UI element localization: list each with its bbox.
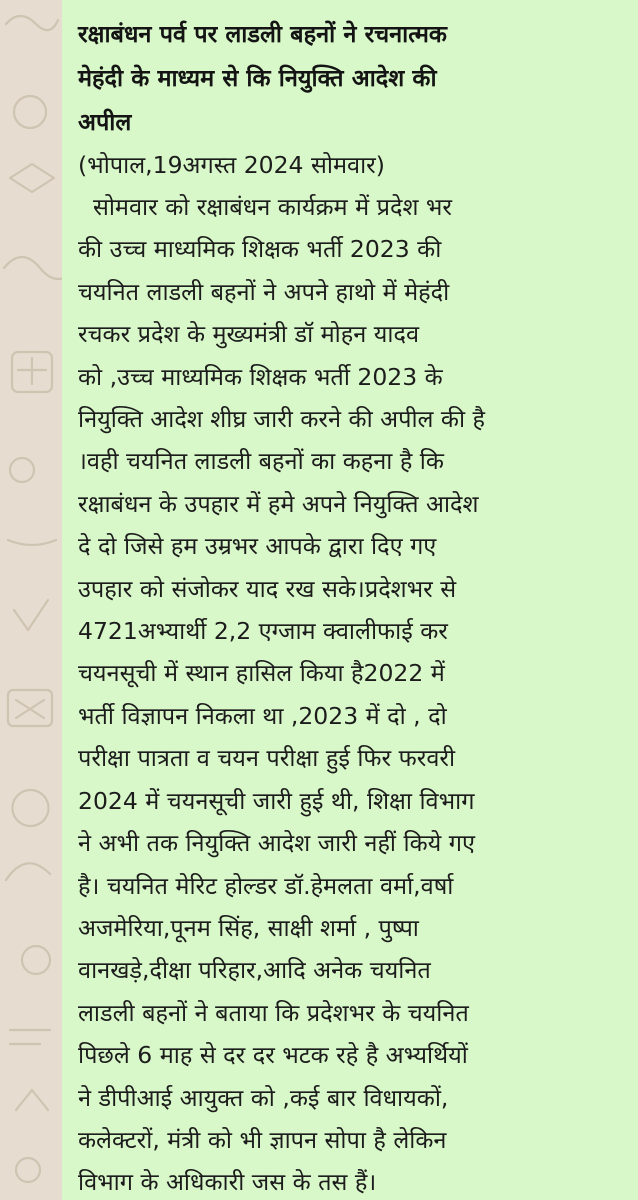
body-line: है। चयनित मेरिट होल्डर डॉ.हेमलता वर्मा,वर्षा (78, 871, 454, 900)
headline-line: अपील (78, 108, 132, 136)
headline-line: रक्षाबंधन पर्व पर लाडली बहनों ने रचनात्मक (78, 20, 447, 48)
body-line: ।वही चयनित लाडली बहनों का कहना है कि (78, 447, 444, 476)
headline-line: मेहंदी के माध्यम से कि नियुक्ति आदेश की (78, 64, 437, 92)
body-line: चयनसूची में स्थान हासिल किया है2022 में (78, 659, 445, 688)
body-line: 2024 में चयनसूची जारी हुई थी, शिक्षा विभाग (78, 786, 475, 815)
chat-wallpaper-doodles (0, 0, 62, 1200)
body-line: ने अभी तक नियुक्ति आदेश जारी नहीं किये गए (78, 829, 475, 858)
message-body (78, 186, 630, 1200)
body-line: नियुक्ति आदेश शीघ्र जारी करने की अपील की है (78, 405, 486, 434)
body-line: रक्षाबंधन के उपहार में हमे अपने नियुक्ति आदेश (78, 489, 479, 518)
body-line: उपहार को संजोकर याद रख सके।प्रदेशभर से (78, 574, 457, 603)
body-line: कलेक्टरों, मंत्री को भी ज्ञापन सोपा है लेकिन (78, 1125, 447, 1154)
body-line: अजमेरिया,पूनम सिंह, साक्षी शर्मा , पुष्पा (78, 913, 419, 942)
body-line: को ,उच्च माध्यमिक शिक्षक भर्ती 2023 के (78, 362, 443, 391)
message-bubble[interactable] (62, 0, 638, 1200)
body-line: विभाग के अधिकारी जस के तस हैं। (78, 1168, 377, 1197)
body-line: परीक्षा पात्रता व चयन परीक्षा हुई फिर फरवरी (78, 744, 456, 773)
message-dateline: (भोपाल,19अगस्त 2024 सोमवार) (78, 151, 385, 179)
body-line: पिछले 6 माह से दर दर भटक रहे है अभ्यर्थियों (78, 1041, 468, 1070)
body-line: वानखड़े,दीक्षा परिहार,आदि अनेक चयनित (78, 956, 431, 985)
body-line: सोमवार को रक्षाबंधन कार्यक्रम में प्रदेश भर (78, 193, 453, 221)
message-headline (78, 12, 630, 144)
body-line: रचकर प्रदेश के मुख्यमंत्री डॉ मोहन यादव (78, 320, 420, 349)
body-line: 4721अभ्यार्थी 2,2 एग्जाम क्वालीफाई कर (78, 617, 448, 646)
body-line: चयनित लाडली बहनों ने अपने हाथो में मेहंदी (78, 277, 450, 306)
body-line: दे दो जिसे हम उम्रभर आपके द्वारा दिए गए (78, 532, 437, 561)
body-line: भर्ती विज्ञापन निकला था ,2023 में दो , दो (78, 701, 447, 730)
body-line: लाडली बहनों ने बताया कि प्रदेशभर के चयनित (78, 998, 469, 1027)
body-line: की उच्च माध्यमिक शिक्षक भर्ती 2023 की (78, 235, 442, 264)
body-line: ने डीपीआई आयुक्त को ,कई बार विधायकों, (78, 1083, 449, 1112)
